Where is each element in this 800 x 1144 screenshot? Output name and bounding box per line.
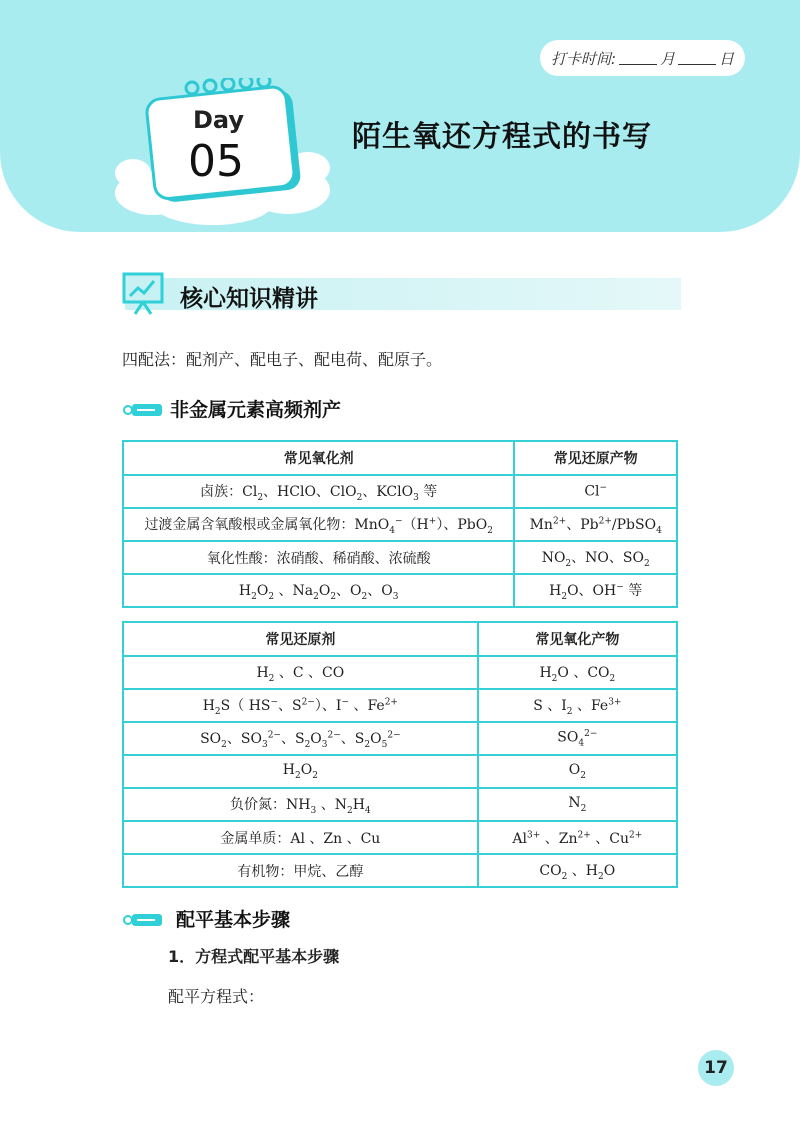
table-cell: 有机物：甲烷、乙醇 [123, 854, 478, 887]
page-number: 17 [698, 1050, 734, 1086]
formula-label: 配平方程式： [168, 987, 265, 1006]
table-row [123, 854, 677, 887]
checkin-time [540, 40, 745, 76]
table-row [123, 788, 677, 821]
subsection-title-1: 非金属元素高频剂产 [170, 399, 342, 421]
table-cell: $H_2S$（ HS−、$S^{2-}$）、I− 、$Fe^{2+}$ [123, 689, 478, 722]
table-header: 常见还原剂 [123, 622, 478, 656]
table-cell: $H_2O_2$ 、$Na_2O_2$、$O_2$、$O_3$ [123, 574, 514, 607]
checkin-day-blank[interactable] [678, 52, 716, 65]
table-cell: $Al^{3+}$ 、$Zn^{2+}$ 、$Cu^{2+}$ [478, 821, 677, 854]
table-cell: $H_2O$、OH− 等 [514, 574, 677, 607]
page-title: 陌生氧还方程式的书写 [352, 119, 653, 153]
table-row [123, 475, 677, 508]
table-cell: $H_2$ 、C 、CO [123, 656, 478, 689]
presentation-board-icon [120, 268, 168, 316]
table-cell: 负价氮：$NH_3$ 、$N_2H_4$ [123, 788, 478, 821]
table-cell: S 、$I_2$ 、$Fe^{3+}$ [478, 689, 677, 722]
table-cell: $Mn^{2+}$、$Pb^{2+}/PbSO_4$ [514, 508, 677, 541]
table-header: 常见还原产物 [514, 441, 677, 475]
checkin-label: 打卡时间: [550, 49, 617, 68]
day-number: 05 [188, 136, 244, 187]
table-row [123, 541, 677, 574]
checkin-month-label: 月 [660, 49, 676, 68]
table-cell: $N_2$ [478, 788, 677, 821]
day-word: Day [193, 106, 245, 134]
table-row [123, 722, 677, 755]
table-cell: 卤族：$Cl_2$、HClO、ClO$_2$、KClO$_3$ 等 [123, 475, 514, 508]
table-cell: 氧化性酸：浓硝酸、稀硝酸、浓硫酸 [123, 541, 514, 574]
table-cell: $CO_2$ 、$H_2O$ [478, 854, 677, 887]
reductant-table [122, 621, 678, 888]
table-cell: $H_2O$ 、$CO_2$ [478, 656, 677, 689]
table-row [123, 574, 677, 607]
table-row [123, 508, 677, 541]
table-cell: $SO_4^{2-}$ [478, 722, 677, 755]
table-row [123, 656, 677, 689]
table-header: 常见氧化产物 [478, 622, 677, 656]
table-cell: $SO_2$、$SO_3^{2-}$、$S_2O_3^{2-}$、$S_2O_5^{2-}$ [123, 722, 478, 755]
table-cell: 金属单质：Al 、Zn 、Cu [123, 821, 478, 854]
pill-marker-icon [122, 398, 162, 418]
checkin-month-blank[interactable] [619, 52, 657, 65]
table-row [123, 755, 677, 788]
table-cell: Cl− [514, 475, 677, 508]
table-cell: $H_2O_2$ [123, 755, 478, 788]
pill-marker-icon [122, 908, 162, 928]
oxidant-table [122, 440, 678, 608]
calendar-icon [108, 78, 338, 228]
table-row [123, 689, 677, 722]
table-cell: $NO_2$、NO、$SO_2$ [514, 541, 677, 574]
step-heading: 1．方程式配平基本步骤 [168, 947, 340, 966]
subsection-title-2: 配平基本步骤 [176, 909, 291, 931]
table-header: 常见氧化剂 [123, 441, 514, 475]
checkin-day-label: 日 [719, 49, 735, 68]
table-row [123, 821, 677, 854]
table-cell: $O_2$ [478, 755, 677, 788]
section-title: 核心知识精讲 [180, 286, 318, 312]
table-cell: 过渡金属含氧酸根或金属氧化物：MnO$_4$−（H+）、PbO$_2$ [123, 508, 514, 541]
intro-text: 四配法：配剂产、配电子、配电荷、配原子。 [122, 350, 443, 369]
